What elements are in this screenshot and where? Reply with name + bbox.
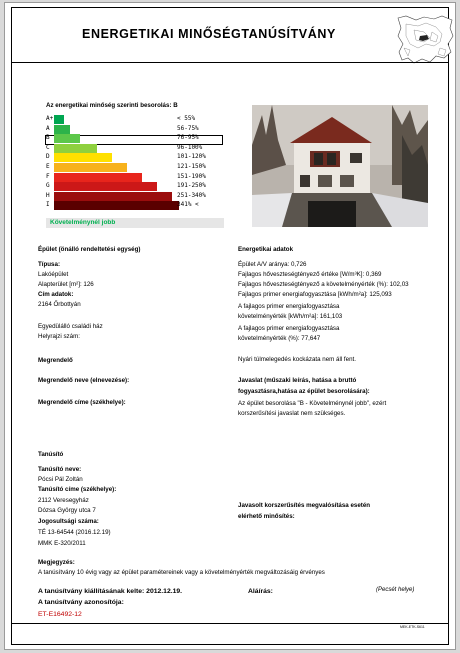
rating-class-letter: F — [46, 172, 50, 180]
certifier-address-label: Tanúsító címe (székhelye): — [38, 486, 117, 493]
building-area: Alapterület [m²]: 126 — [38, 281, 94, 288]
rating-class-range: 341% < — [177, 201, 199, 209]
energy-line: Fajlagos primer energiafogyasztása [kWh/m²a]: 125,093 — [238, 291, 392, 298]
signature-label: Aláírás: — [248, 588, 273, 595]
rating-class-bar — [54, 173, 142, 182]
rating-class-bar — [54, 125, 70, 134]
rating-class-bar — [54, 182, 157, 191]
rating-class-range: 76-95% — [177, 134, 199, 142]
energy-heading: Energetikai adatok — [238, 246, 294, 253]
rating-class-letter: A — [46, 124, 50, 132]
building-subtype: Egyedülálló családi ház — [38, 323, 103, 330]
certifier-qualification-label: Jogosultsági száma: — [38, 518, 99, 525]
form-code: MEK-ETK-S611 — [400, 625, 425, 629]
footer-divider — [12, 623, 448, 624]
realize-line-1: Javasolt korszerűsítés megvalósítása esetén — [238, 502, 371, 509]
proposal-text-1: Az épület besorolása "B - Követelménynél jobb", ezért — [238, 400, 387, 407]
building-heading: Épület (önálló rendeltetési egység) — [38, 246, 141, 253]
rating-class-range: 121-150% — [177, 163, 206, 170]
building-photo — [252, 105, 428, 227]
proposal-text-2: korszerűsítési javaslat nem szükséges. — [238, 410, 346, 417]
building-address-label: Cím adatok: — [38, 291, 74, 298]
note-text: A tanúsítvány 10 évig vagy az épület paramétereinek vagy a követelményérték megváltozásáig érvényes — [38, 569, 325, 576]
certificate-title: ENERGETIKAI MINŐSÉGTANÚSÍTVÁNY — [82, 27, 336, 41]
energy-line: követelményérték [kWh/m²a]: 161,103 — [238, 313, 343, 320]
overheat-text: Nyári túlmelegedés kockázata nem áll fent. — [238, 356, 356, 363]
rating-class-bar — [54, 163, 127, 172]
rating-heading: Az energetikai minőség szerinti besorolás: B — [46, 102, 178, 109]
header-divider — [12, 62, 448, 63]
rating-class-bar — [54, 192, 172, 201]
realize-line-2: elérhető minősítés: — [238, 513, 295, 520]
building-type-value: Lakóépület — [38, 271, 69, 278]
certifier-name-label: Tanúsító neve: — [38, 466, 82, 473]
rating-class-range: 251-340% — [177, 191, 206, 199]
building-lot-label: Helyrajzi szám: — [38, 333, 80, 340]
rating-class-range: 101-120% — [177, 153, 206, 161]
rating-class-range: 56-75% — [177, 124, 199, 132]
rating-class-bar — [54, 144, 97, 153]
certifier-address-2: Dózsa György utca 7 — [38, 507, 96, 514]
energy-line: A fajlagos primer energiafogyasztása — [238, 303, 340, 310]
rating-class-letter: H — [46, 191, 50, 199]
rating-class-letter: G — [46, 182, 50, 190]
certifier-heading: Tanúsító — [38, 451, 64, 458]
europe-map-icon — [396, 14, 454, 66]
client-address-label: Megrendelő címe (székhelye): — [38, 399, 126, 406]
rating-class-range: 191-250% — [177, 182, 206, 190]
certificate-page — [4, 2, 456, 650]
energy-line: A fajlagos primer energiafogyasztása — [238, 325, 340, 332]
energy-line: Épület A/V aránya: 0,726 — [238, 261, 307, 268]
client-heading: Megrendelő — [38, 357, 73, 364]
proposal-heading-2: fogyasztásra,hatása az épület besorolására): — [238, 388, 370, 395]
rating-class-bar — [54, 134, 80, 143]
rating-class-range: 96-100% — [177, 143, 203, 151]
rating-class-letter: E — [46, 163, 50, 170]
certifier-name-value: Pócsi Pál Zoltán — [38, 476, 83, 483]
requirement-label: Követelménynél jobb — [50, 219, 116, 226]
rating-class-bar — [54, 153, 112, 162]
energy-line: Fajlagos hőveszteségtényező értéke [W/m³K]: 0,369 — [238, 271, 382, 278]
rating-class-bar — [54, 115, 64, 124]
rating-class-range: < 55% — [177, 115, 196, 122]
certificate-id-value: ET-E16492-12 — [38, 611, 82, 618]
energy-line: Fajlagos hőveszteségtényező a követelményérték (%): 102,03 — [238, 281, 409, 288]
stamp-placeholder: (Pecsét helye) — [376, 587, 415, 593]
rating-class-letter: A+ — [46, 115, 54, 122]
rating-class-range: 151-190% — [177, 172, 206, 180]
issue-date: A tanúsítvány kiállításának kelte: 2012.12.19. — [38, 588, 183, 595]
rating-class-letter: D — [46, 153, 50, 161]
certificate-id-label: A tanúsítvány azonosítója: — [38, 599, 124, 606]
client-name-label: Megrendelő neve (elnevezése): — [38, 377, 130, 384]
rating-class-letter: C — [46, 143, 50, 151]
energy-line: követelményérték (%): 77,647 — [238, 335, 321, 342]
proposal-heading-1: Javaslat (műszaki leírás, hatása a bruttó — [238, 377, 357, 384]
building-type-label: Típusa: — [38, 261, 61, 268]
certifier-address-1: 2112 Veresegyház — [38, 497, 89, 504]
certifier-qualification-1: TÉ 13-64544 (2016.12.19) — [38, 529, 111, 536]
rating-class-bar — [54, 201, 179, 210]
building-address-value: 2164 Őrbottyán — [38, 301, 81, 308]
rating-class-letter: I — [46, 201, 50, 209]
requirement-box — [46, 218, 224, 228]
certificate-frame — [11, 7, 449, 645]
rating-class-letter: B — [46, 134, 50, 142]
certifier-qualification-2: MMK E-320/2011 — [38, 540, 86, 547]
note-heading: Megjegyzés: — [38, 559, 75, 566]
